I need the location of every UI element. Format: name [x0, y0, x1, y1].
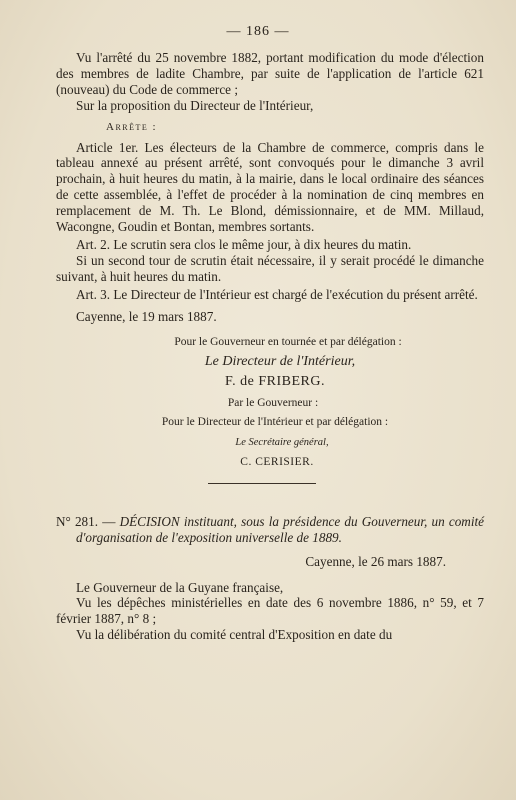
article-3: Art. 3. Le Directeur de l'Intérieur est chargé de l'exécution du présent arrêté.	[76, 286, 478, 302]
decision-number: N° 281. —	[56, 513, 116, 529]
signature-line-4: Par le Gouverneur :	[227, 397, 319, 410]
section-divider	[208, 483, 316, 484]
decision-vu-deliberation: Vu la délibération du comité central d'Exposition en date du	[76, 627, 393, 643]
decision-title-word: DÉCISION	[119, 513, 180, 529]
decision-vu-depeches: Vu les dépêches ministérielles en date des 6 novembre 1886, n° 59, et 7 février 1887, n° 8 ;	[56, 595, 484, 627]
page-content	[56, 50, 484, 643]
paragraph-sur-proposition: Sur la proposition du Directeur de l'Intérieur,	[76, 97, 314, 113]
article-2: Art. 2. Le scrutin sera clos le même jour, à dix heures du matin.	[76, 236, 412, 252]
decision-gouverneur: Le Gouverneur de la Guyane française,	[76, 579, 284, 595]
page-number: — 186 —	[226, 24, 290, 39]
decision-heading	[56, 514, 484, 546]
decision-title-rest: instituant, sous la présidence du Gouverneur, un comité d'organisation de l'exposition universelle de 1889.	[76, 513, 484, 545]
date-cayenne: Cayenne, le 19 mars 1887.	[76, 308, 217, 324]
signature-line-5: Pour le Directeur de l'Intérieur et par délégation :	[161, 416, 389, 429]
signature-line-1: Pour le Gouverneur en tournée et par délégation :	[174, 335, 402, 348]
paragraph-second-tour: Si un second tour de scrutin était nécessaire, il y serait procédé le dimanche suivant, à huit heures du matin.	[56, 252, 484, 284]
article-1: Article 1er. Les électeurs de la Chambre de commerce, compris dans le tableau annexé au présent arrêté, sont convoqués pour le dimanche 3 avril prochain, à huit heures du matin, à la mairie, dans le local ordinaire des séances de cette assemblée, à l'effet de procéder à la nomination de cinq membres en remplacement de M. Th. Le Blond, démissionnaire, et de MM. Millaud, Wacongne, Goudin et Bontan, membres sortants.	[56, 139, 484, 235]
signature-name-cerisier: C. CERISIER.	[240, 455, 314, 468]
signature-name-friberg: F. de FRIBERG.	[224, 374, 325, 390]
signature-line-2: Le Directeur de l'Intérieur,	[204, 354, 356, 370]
paragraph-vu-arrete: Vu l'arrêté du 25 novembre 1882, portant modification du mode d'élection des membres de ladite Chambre, par suite de l'application de l'article 621 (nouveau) du Code de commerce ;	[56, 50, 484, 97]
arrete-heading: Arrête :	[106, 120, 158, 133]
decision-date: Cayenne, le 26 mars 1887.	[305, 553, 446, 569]
signature-line-6: Le Secrétaire général,	[235, 437, 329, 449]
